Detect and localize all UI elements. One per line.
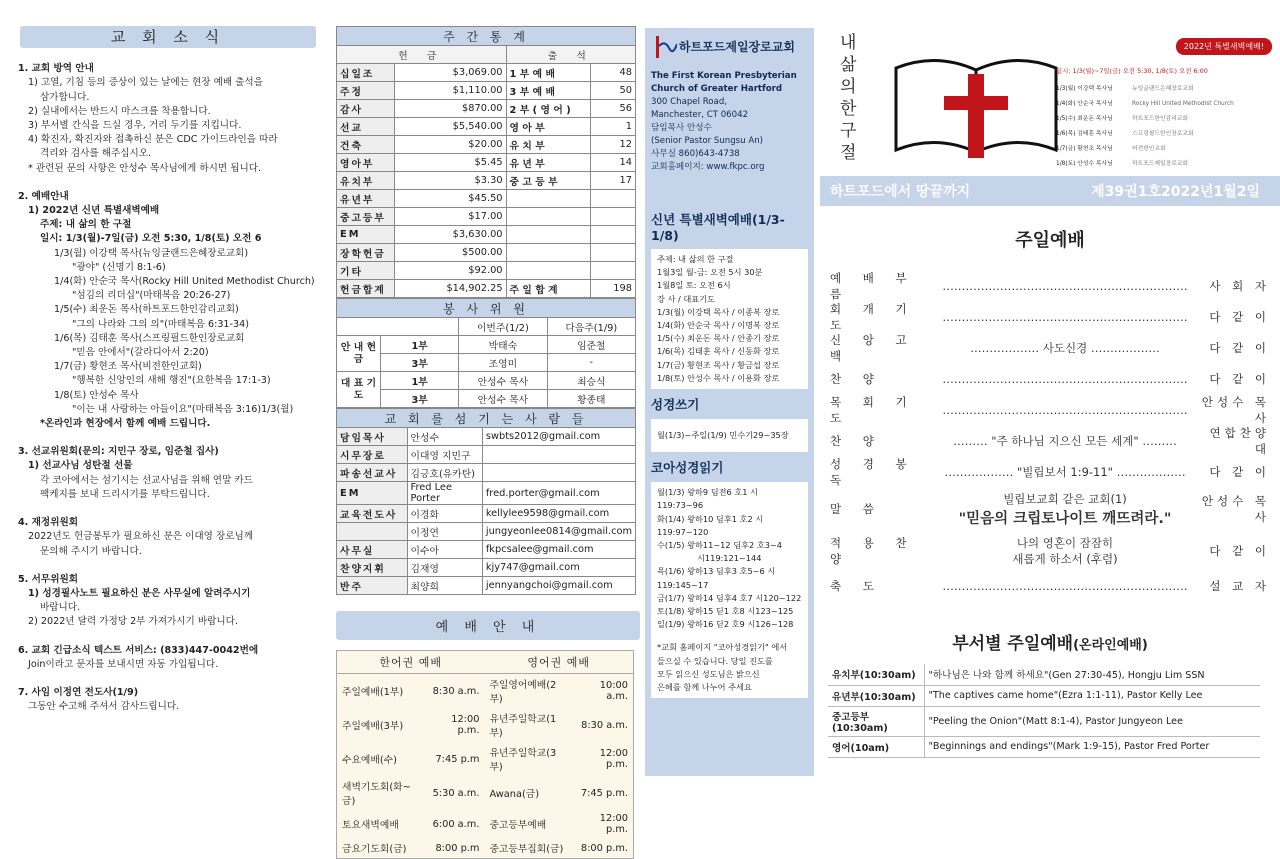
worship-info-row: 새벽기도회(화~금) 5:30 a.m. Awana(금) 7:45 p.m. [342,782,628,807]
newyear-line: 1월8일 토: 오전 6시 [657,280,731,291]
newyear-line: 강 사 / 대표기도 [657,293,716,304]
vertical-char: 절 [840,143,857,163]
servant-row: 교육전도사 이경화 kellylee9598@gmail.com [337,505,636,523]
weekly-stats-table: 주 간 통 계 헌 금 출 석 십일조 $3,069.00 1 부 예 배 48 주정 $1,110.00 3 부 예 배 50 감사 $870.00 2 부 ( 영 어 ) 56 선교 $5,540.00 영 아 부 1 건축 $20.00 유 치 부 12 영아부 $5.45 유 년 부 14 유치부 $3.30 중 고 등 부 17 유년부 $45.50 중고등부 $17.00 EM $3,630.00 장학헌금 $500.00 기타 $92.00 헌금합계 $14,902.25 주 일 합 계 198 [336,26,636,298]
reading-line: 수(1/5) 왕하11~12 딤후2 호3~4 [657,540,783,551]
banner-row: 1/5(수) 최운돈 목사님 하트포드한인감리교회 [1056,116,1188,122]
news-section-4: 4. 재정위원회 2022년도 헌금봉투가 필요하신 분은 이대영 장로님께 문의해 주시기 바랍니다. [18,517,254,557]
news-section-1: 1. 교회 방역 안내 1) 고열, 기침 등의 증상이 있는 날에는 현장 예배 출석을 삼가합니다. 2) 실내에서는 반드시 마스크를 착용합니다. 3) 부서별 간식을 드실 경우, 거리 두기를 지킵니다. 4) 확진자, 확진자와 접촉하신 분은 CDC 가이드라인을 따라 격리와 검사를 해주십시오. * 관련된 문의 사항은 안성수 목사님에게 하시면 됩니다. [18,63,278,174]
stats-row: 주정 $1,110.00 3 부 예 배 50 [337,82,636,100]
servants-table: 교 회 를 섬 기 는 사 람 들 담임목사 안성수 swbts2012@gmail.com 시무장로 이대영 지민구 파송선교사 김긍호(유카탄) EM Fred Lee Porter fred.porter@gmail.com 교육전도사 이경화 kellylee9598@gmail.com 이정연 jungyeonlee0814@gmail.com 사무실 이수아 fkpcsalee@gmail.com 찬양지휘 김재영 kjy747@gmail.com 반주 최양희 jennyangchoi@gmail.com [336,408,636,595]
newyear-line: 1/4(화) 안순국 목사 / 이명복 장로 [657,320,780,331]
worship-info-table: 한어권 예배 영어권 예배 주일예배(1부) 8:30 a.m. 주일영어예배(2부) 10:00 a.m. 주일예배(3부) 12:00 p.m. 유년주일학교(1부) 8:30 a.m. 수요예배(수) 7:45 p.m 유년주일학교(3부) 12:00 p.m. 새벽기도회(화~금) 5:30 a.m. Awana(금) 7:45 p.m. 토요새벽예배 6:00 a.m. 중고등부예배 12:00 p.m. 금요기도회(금) 8:00 p.m 중고등부집회(금) 8:00 p.m. [336,650,634,859]
worship-row: 예 배 부 름 ………………………………………………………. 사 회 자 [830,270,1270,301]
servant-row: 시무장로 이대영 지민구 [337,446,636,464]
vertical-char: 의 [840,77,857,97]
dept-row: 유년부(10:30am) "The captives came home"(Ezra 1:1-11), Pastor Kelly Lee [828,685,1260,706]
worship-row: 목 회 기 도 ………………………………………………………. 안성수 목사 [830,394,1270,425]
news-header: 교 회 소 식 [20,26,316,48]
banner-row: 1/8(토) 안성수 목사님 하트포드제일장로교회 [1056,161,1188,167]
news-section-3: 3. 선교위원회(문의: 지민구 장로, 임준철 집사) 1) 선교사님 성탄절 선물 각 코아에서는 섬기시는 선교사님을 위해 연말 카드 팩케지를 보내 드리시기를 부탁드립니다. [18,446,253,500]
response-row: 적 용 찬 양 나의 영혼이 잠잠히 새롭게 하소서 (후렴) 다 같 이 [830,536,1270,566]
stats-row: 헌금합계 $14,902.25 주 일 합 계 198 [337,280,636,298]
reading-line: 금(1/7) 왕하14 딤후4 호7 시120~122 [657,592,802,603]
dept-title: 부서별 주일예배(온라인예배) [952,634,1148,654]
newyear-title: 신년 특별새벽예배(1/3-1/8) [645,204,814,249]
banner-tag: 2022년 특별새벽예배! [1176,38,1272,55]
worship-column [820,28,1280,758]
news-section-2: 2. 예배안내 1) 2022년 신년 특별새벽예배 주제: 내 삶의 한 구절 일시: 1/3(월)-7일(금) 오전 5:30, 1/8(토) 오전 6 1/3(월) 이강택 목사(뉴잉글랜드은혜장로교회) "광야" (신명기 8:1-6) 1/4(화) 안순국 목사(Rocky Hill United Methodist Church) "섬김의 리더십"(마태복음 20:26-27) 1/5(수) 최운돈 목사(하트포드한인감리교회) "그의 나라와 그의 의"(마태복음 6:31-34) 1/6(목) 김태훈 목사(스프링필드한인장로교회 "믿음 안에서"(갈라디아서 2:20) 1/7(금) 황현조 목사(비전한인교회) "행복한 신앙인의 새해 행진"(요한복음 17:1-3) 1/8(토) 안성수 목사 "이는 내 사랑하는 아들이요"(마태복음 3:16)1/3(월) *온라인과 현장에서 함께 예배 드립니다. [18,190,315,430]
newyear-line: 1월3일 월-금: 오전 5시 30분 [657,267,763,278]
worship-info-row: 수요예배(수) 7:45 p.m 유년주일학교(3부) 12:00 p.m. [342,748,628,773]
banner-date: 일시: 1/3(월)~7일(금) 오전 5:30, 1/8(토) 오전 6:00 [1056,67,1208,75]
news-section-7: 7. 사임 이정연 전도사(1/9) 그동안 수고해 주셔서 감사드립니다. [18,686,180,713]
reading-note: *교회 홈페이지 "코아성경읽기" 에서 [657,642,788,653]
reading-note: 모두 읽으신 성도님은 밝으신 [657,668,760,679]
reading-note: 들으실 수 있습니다. 당일 진도를 [657,655,773,666]
church-info: 하트포드제일장로교회 The First Korean Presbyterian Church of Greater Hartford 300 Chapel Road, Manchester, CT 06042 담임목사 안성수 (Senior Pastor Sungsu An) 사무실 860)643-4738 교회홈페이지: www.fkpc.org [645,28,814,180]
stats-row: EM $3,630.00 [337,226,636,244]
worship-row: 성 경 봉 독 ……………… "빌립보서 1:9-11" ……………… 다 같 이 [830,456,1270,487]
servant-row: 이정연 jungyeonlee0814@gmail.com [337,523,636,541]
dept-table [828,664,1260,758]
servant-row: 반주 최양희 jennyangchoi@gmail.com [337,577,636,595]
bible-icon [892,48,1060,158]
stats-row: 감사 $870.00 2 부 ( 영 어 ) 56 [337,100,636,118]
benediction-row: 축 도 ………………………………………………………. 설 교 자 [830,579,1270,593]
reading-note: 은혜를 함께 나누어 주세요 [657,682,752,693]
newyear-line: 1/6(목) 김태훈 목사 / 신동화 장로 [657,346,780,357]
worship-row: 회 개 기 도 ………………………………………………………. 다 같 이 [830,301,1270,332]
vertical-char: 삶 [840,55,857,75]
worship-row: 찬 양 ……… "주 하나님 지으신 모든 세계" ……… 연합찬양대 [830,425,1270,456]
writing-line: 월(1/3)~주일(1/9) 민수기29~35장 [651,419,808,452]
news-section-6: 6. 교회 긴급소식 텍스트 서비스: (833)447-0042번에 Join이라고 문자를 보내시면 자동 가입됩니다. [18,644,259,670]
newyear-list [651,249,808,389]
church-news-column [14,24,322,728]
reading-line: 시119:121~144 [697,553,762,564]
newyear-line: 1/5(수) 최운돈 목사 / 안종기 장로 [657,333,780,344]
stats-row: 유년부 $45.50 [337,190,636,208]
newyear-line: 1/8(토) 안성수 목사 / 이용화 장로 [657,372,780,383]
stats-title: 주 간 통 계 [337,27,636,46]
worship-info-row: 주일예배(3부) 12:00 p.m. 유년주일학교(1부) 8:30 a.m. [342,714,628,739]
church-logo-icon [651,34,677,60]
newyear-line: 1/3(월) 이강택 목사 / 이종복 장로 [657,306,780,317]
newyear-banner [820,28,1280,176]
reading-line: 목(1/6) 왕하13 딤후3 호5~6 시119:145~17 [657,566,776,590]
reading-line: 토(1/8) 왕하15 딛1 호8 시123~125 [657,606,794,617]
order-of-worship [820,270,1280,601]
servant-row: 찬양지휘 김재영 kjy747@gmail.com [337,559,636,577]
stats-row: 십일조 $3,069.00 1 부 예 배 48 [337,64,636,82]
banner-vertical-title [840,32,856,164]
banner-row: 1/3(월) 이강택 목사님 뉴잉글랜드은혜장로교회 [1056,86,1194,92]
vertical-char: 내 [840,33,857,53]
issue-bar: 하트포드에서 땅끝까지 제39권1호2022년1월2일 [820,176,1280,206]
sunday-title: 주일예배 [1015,230,1085,251]
servant-row: 사무실 이수아 fkpcsalee@gmail.com [337,541,636,559]
servant-row: 파송선교사 김긍호(유카탄) [337,464,636,482]
stats-row: 건축 $20.00 유 치 부 12 [337,136,636,154]
banner-row: 1/4(화) 안순국 목사님 Rocky Hill United Methodist Church [1056,101,1234,107]
stats-column [336,26,636,859]
reading-list [651,482,808,698]
stats-row: 중고등부 $17.00 [337,208,636,226]
reading-line: 일(1/9) 왕하16 딛2 호9 시126~128 [657,619,794,630]
sermon-row: 말 씀 빌립보교회 같은 교회(1) "믿음의 크립토나이트 깨뜨려라." 안성수 목사 [830,491,1270,527]
newyear-line: 1/7(금) 황현조 목사 / 황금섭 장로 [657,359,780,370]
worship-row: 신 앙 고 백 ……………… 사도신경 ……………… 다 같 이 [830,332,1270,363]
news-section-5: 5. 서무위원회 1) 성경필사노트 필요하신 분은 사무실에 알려주시기 바랍니다. 2) 2022년 달력 가정당 2부 가져가시기 바랍니다. [18,573,251,628]
vertical-char: 한 [840,99,857,119]
dept-row: 중고등부(10:30am) "Peeling the Onion"(Matt 8:1-4), Pastor Jungyeon Lee [828,706,1260,736]
worship-info-row: 금요기도회(금) 8:00 p.m 중고등부집회(금) 8:00 p.m. [342,842,628,855]
worship-info-header: 예 배 안 내 [336,611,640,640]
stats-row: 선교 $5,540.00 영 아 부 1 [337,118,636,136]
stats-row: 기타 $92.00 [337,262,636,280]
servant-row: 담임목사 안성수 swbts2012@gmail.com [337,428,636,446]
banner-row: 1/6(목) 김태훈 목사님 스프링필드한인장로교회 [1056,131,1194,137]
writing-title: 성경쓰기 [645,389,814,419]
service-table: 봉 사 위 원 이번주(1/2) 다음주(1/9) 안 내 헌 금 1부 박태숙 임준철 3부 조영미 - 대 표 기 도 1부 안성수 목사 최승식 3부 안성수 목사 황종태 [336,298,636,408]
worship-info-row: 주일예배(1부) 8:30 a.m. 주일영어예배(2부) 10:00 a.m. [342,680,628,705]
worship-info-row: 토요새벽예배 6:00 a.m. 중고등부예배 12:00 p.m. [342,813,628,835]
vertical-char: 구 [840,121,857,141]
church-info-column [645,28,814,776]
banner-rows [1056,82,1234,172]
stats-row: 장학헌금 $500.00 [337,244,636,262]
reading-title: 코아성경읽기 [645,452,814,482]
worship-row: 찬 양 ………………………………………………………. 다 같 이 [830,371,1270,386]
stats-row: 영아부 $5.45 유 년 부 14 [337,154,636,172]
banner-row: 1/7(금) 황현조 목사님 비전한인교회 [1056,146,1166,152]
newyear-line: 주제: 내 삶의 한 구절 [657,254,734,264]
reading-line: 월(1/3) 왕하9 딤전6 호1 시119:73~96 [657,487,758,511]
stats-row: 유치부 $3.30 중 고 등 부 17 [337,172,636,190]
reading-line: 화(1/4) 왕하10 딤후1 호2 시119:97~120 [657,513,764,537]
dept-row: 유치부(10:30am) "하나님은 나와 함께 하세요"(Gen 27:30-45), Hongju Lim SSN [828,664,1260,685]
servant-row: EM Fred Lee Porter fred.porter@gmail.com [337,482,636,505]
dept-row: 영어(10am) "Beginnings and endings"(Mark 1:9-15), Pastor Fred Porter [828,736,1260,757]
